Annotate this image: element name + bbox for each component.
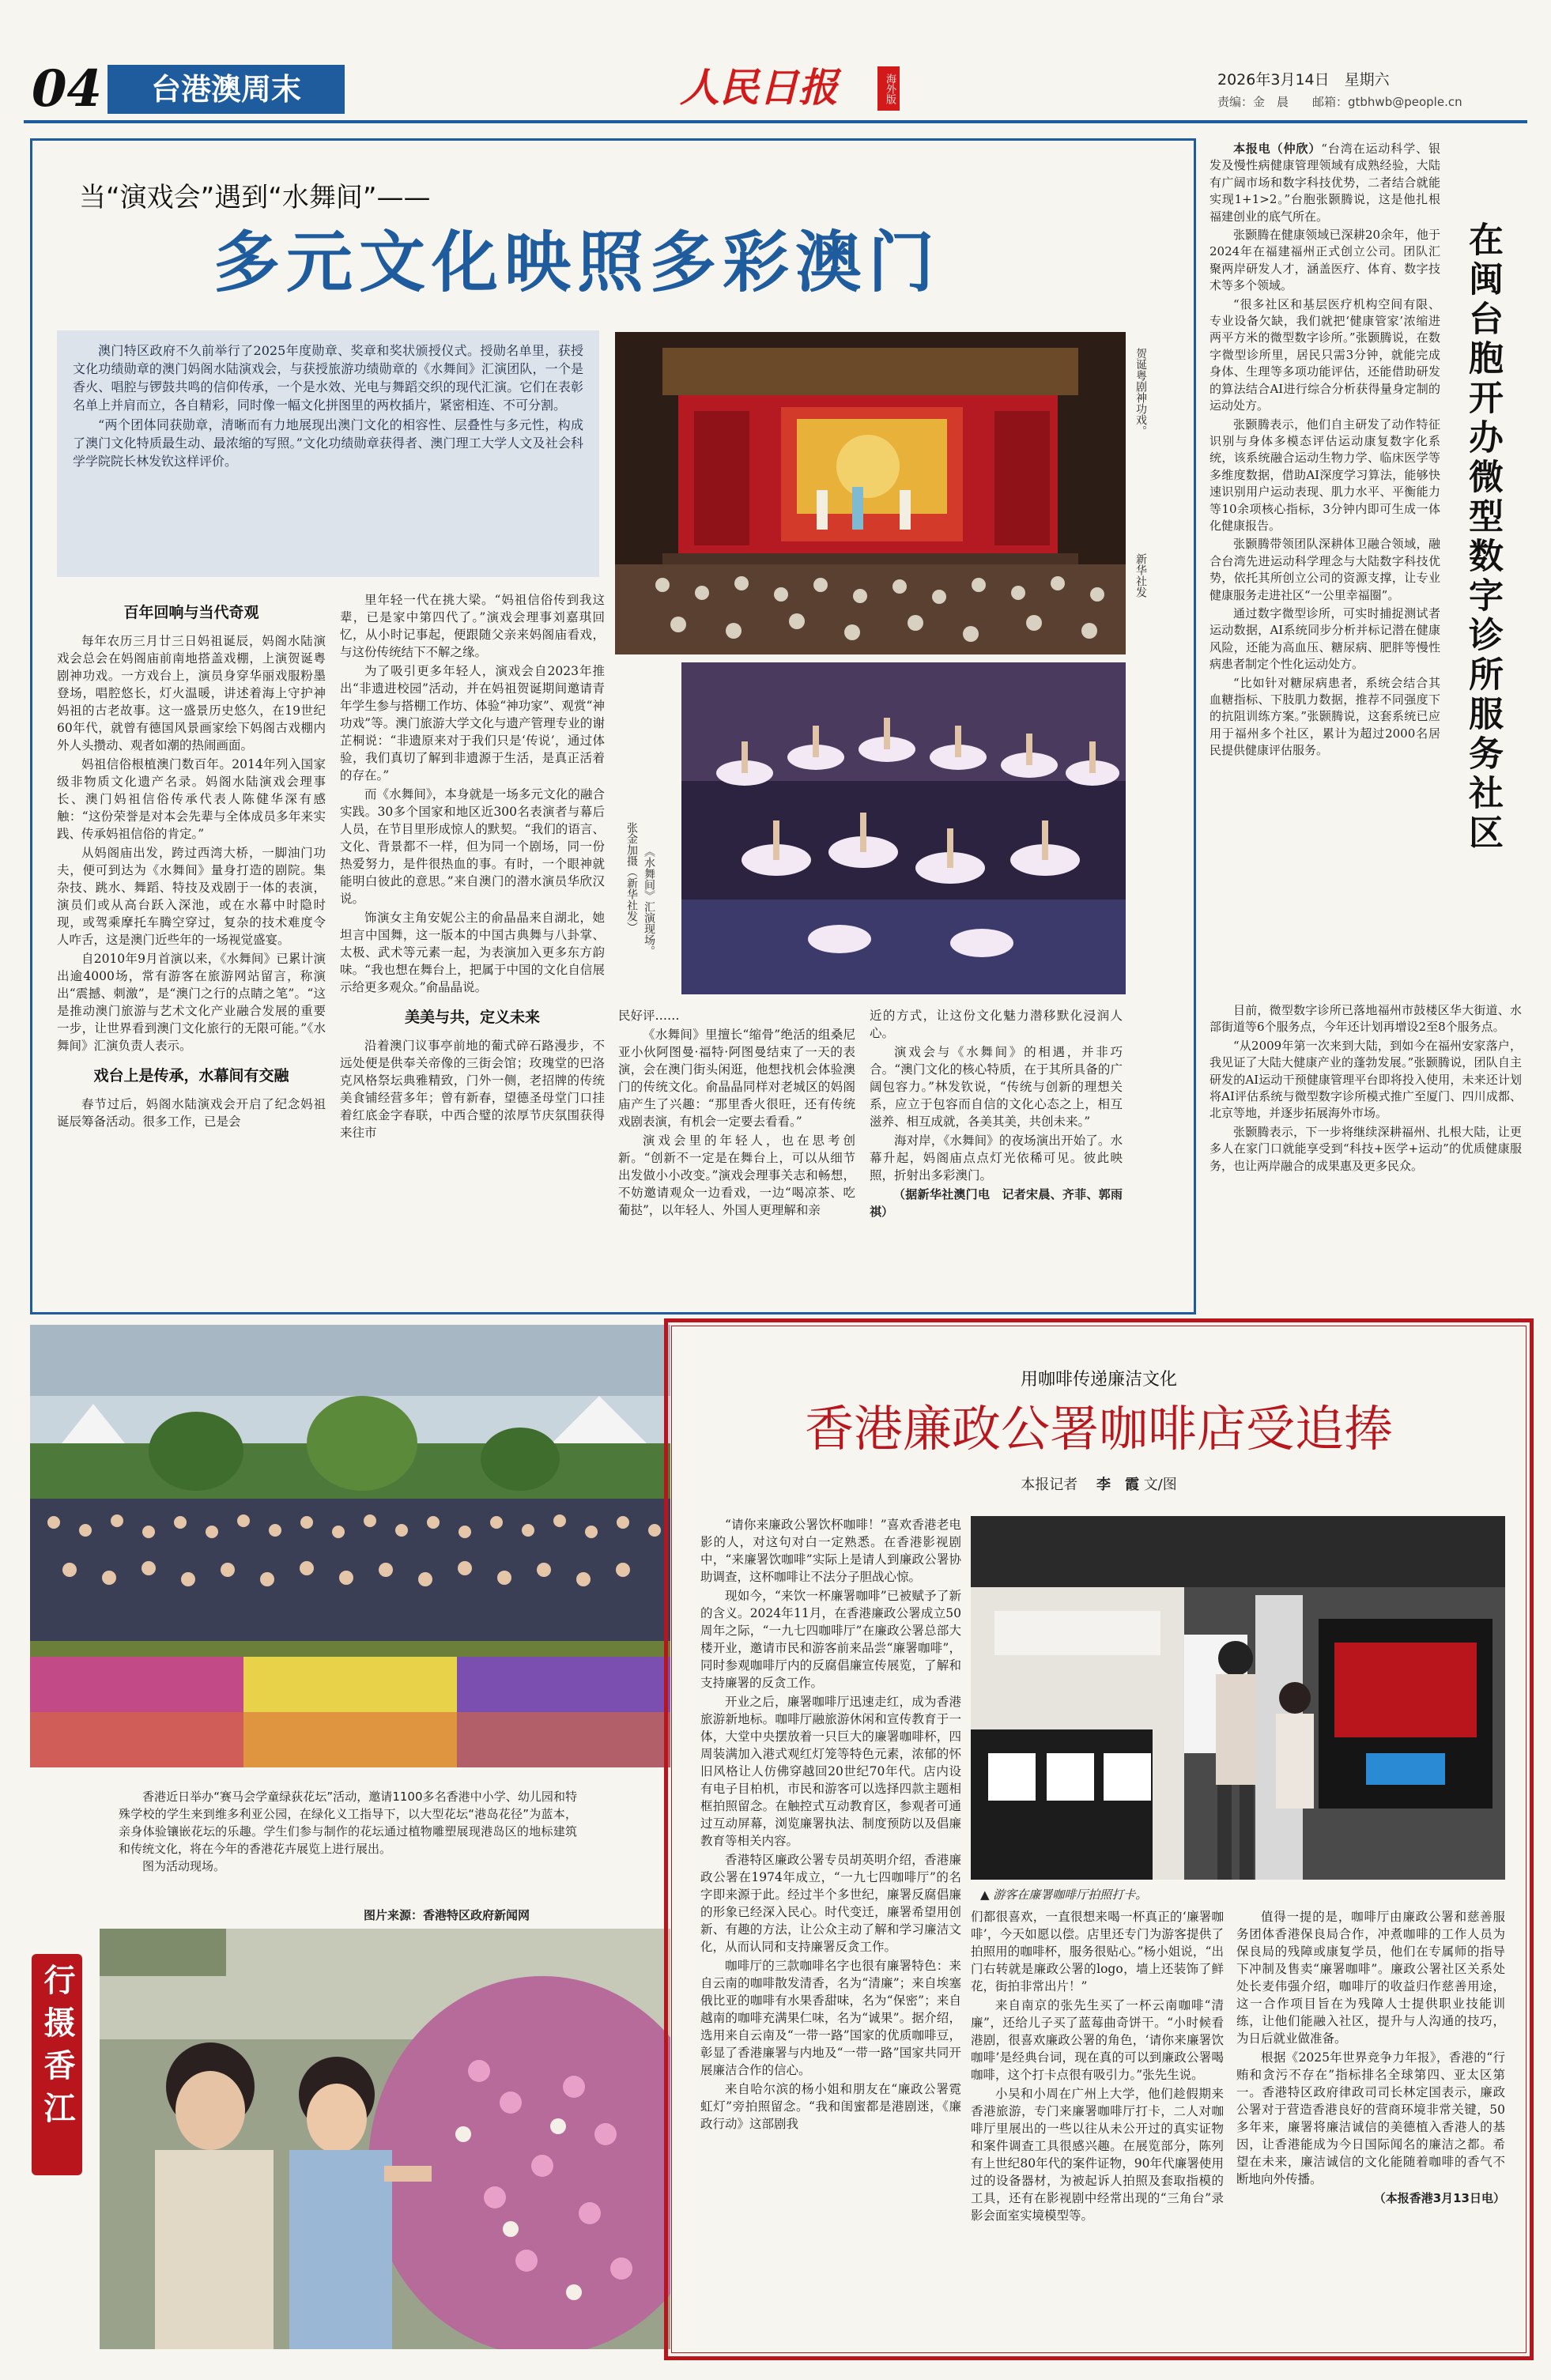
icac-byline [664, 1473, 1534, 1494]
macao-kicker: 当“演戏会”遇到“水舞间”—— [79, 182, 431, 213]
column-stamp [32, 1954, 82, 2175]
fujian-paragraph: 张颢腾表示，下一步将继续深耕福州、扎根大陆，让更多人在家门口就能享受到“科技+医学+运动”的优质健康服务，也让两岸融合的成果惠及更多民众。 [1209, 1124, 1522, 1173]
macao-paragraph: 妈祖信俗根植澳门数百年。2014年列入国家级非物质文化遗产名录。妈阁水陆演戏会理事长、澳门妈祖信俗传承代表人陈健华深有感触：“这份荣誉是对本会先辈与全体成员多年来实践、传承妈祖信俗的肯定。” [57, 757, 326, 841]
water-show-photo [681, 662, 1126, 994]
page-number: 04 [32, 59, 103, 119]
macao-paragraph: 里年轻一代在挑大梁。“妈祖信俗传到我这辈，已是家中第四代了。”演戏会理事刘嘉琪回忆，从小时记事起，便跟随父亲来妈阁庙看戏，与这份传统结下不解之缘。 [340, 593, 605, 659]
water-show-caption: 《水舞间》汇演现场。 [643, 846, 655, 956]
children-flower-photo [100, 1929, 670, 2349]
icac-byline-prefix: 本报记者 [1021, 1477, 1078, 1493]
opera-stage-photo [615, 332, 1126, 654]
icac-paragraph: 根据《2025年世界竞争力年报》，香港的“行贿和贪污不存在”指标排名全球第四、亚太区第一。香港特区政府律政司司长林定国表示，廉政公署对于营造香港良好的营商环境非常关键，50多年来，廉署将廉洁诚信的美德植入香港人的基因，让香港能成为今日国际闻名的廉洁之都。希望在未来，廉洁诚信的文化能随着咖啡的香气不断地向外传播。 [1236, 2050, 1505, 2186]
icac-column-3 [1236, 1908, 1505, 2208]
issue-date: 2026年3月14日 星期六 [1217, 71, 1390, 89]
section-title: 台港澳周末 [150, 72, 301, 107]
macao-paragraph: 从妈阁庙出发，跨过西湾大桥，一脚油门功夫，便可到达为《水舞间》量身打造的剧院。集杂技、跳水、舞蹈、特技及戏剧于一体的表演，演员们或从高台跃入深池，或在水幕中时隐时现，或驾乘摩托车腾空穿过，复杂的技术难度令人咋舌，这是澳门近些年的一场视觉盛宴。 [57, 846, 326, 947]
fujian-paragraph: 目前，微型数字诊所已落地福州市鼓楼区华大街道、水部街道等6个服务点，今年还计划再增设2至8个服务点。 [1209, 1003, 1522, 1035]
flower-photo-credit: 图片来源：香港特区政府新闻网 [364, 1908, 530, 1922]
fujian-paragraph: “从2009年第一次来到大陆，到如今在福州安家落户，我见证了大陆大健康产业的蓬勃发展。”张颢腾说，团队自主研发的AI运动干预健康管理平台即将投入使用，未来还计划将AI评估系统与微型数字诊所模式推广至厦门、四川成都、北京等地，并逐步拓展海外市场。 [1209, 1038, 1522, 1121]
macao-paragraph: 海对岸，《水舞间》的夜场演出开始了。水幕升起，妈阁庙点点灯光依稀可见。彼此映照，折射出多彩澳门。 [870, 1133, 1123, 1182]
icac-byline-suffix: 文/图 [1143, 1477, 1177, 1493]
column-stamp-text: 行摄香江 [39, 1963, 76, 2134]
macao-paragraph: 而《水舞间》，本身就是一场多元文化的融合实践。30多个国家和地区近300名表演者与幕后人员，在节目里形成惊人的默契。“我们的语言、文化、背景都不一样，但为同一个剧场，同一份热爱努力，是件很热血的事。有时，一个眼神就能明白彼此的意思。”来自澳门的潜水演员华欣汉说。 [340, 787, 605, 906]
macao-paragraph: 演戏会与《水舞间》的相遇，并非巧合。“澳门文化的核心特质，在于其所具备的广阔包容力。”林发钦说，“传统与创新的理想关系，应立于包容而自信的文化心态之上，相互滋养、相互成就，各美其美，共创未来。” [870, 1045, 1123, 1129]
macao-lead-paragraph: 澳门特区政府不久前举行了2025年度勋章、奖章和奖状颁授仪式。授勋名单里，获授文化功绩勋章的澳门妈阁水陆演戏会，与获授旅游功绩勋章的《水舞间》汇演团队，一个是香火、唱腔与锣鼓共鸣的信仰传承，一个是水效、光电与舞蹈交织的现代汇演。它们在表彰名单上并肩而立，各自精彩，同时像一幅文化拼图里的两枚插片，紧密相连、不可分割。 [73, 343, 583, 413]
fujian-lead-text: “台湾在运动科学、银发及慢性病健康管理领域有成熟经验，大陆有广阔市场和数字科技优势，二者结合就能实现1+1>2。”台胞张颢腾说，这是他扎根福建创业的底气所在。 [1209, 141, 1440, 224]
macao-paragraph: 近的方式，让这份文化魅力潜移默化浸润人心。 [870, 1009, 1123, 1040]
icac-column-2 [971, 1908, 1224, 2226]
opera-photo-credit: 新华社发 [1134, 553, 1147, 598]
macao-column-3 [618, 1007, 855, 1220]
page-header [0, 0, 1551, 126]
masthead-tag: 海外版 [877, 66, 900, 111]
icac-photo-caption: ▲ 游客在廉署咖啡厅拍照打卡。 [980, 1888, 1148, 1902]
flower-caption [119, 1788, 577, 1875]
fujian-column-bottom [1209, 1002, 1522, 1176]
icac-byline-name: 李 霞 [1096, 1477, 1139, 1493]
fujian-paragraph: 张颢腾表示，他们自主研发了动作特征识别与身体多模态评估运动康复数字化系统，该系统融合运动生物力学、临床医学等多维度数据，借助AI深度学习算法，能够快速识别用户运动表现、肌力水平、平衡能力等10余项核心指标，3分钟内即可生成一体化健康报告。 [1209, 417, 1440, 533]
macao-byline: （据新华社澳门电 记者宋晨、齐菲、郭雨祺） [870, 1187, 1123, 1219]
fujian-paragraph [1209, 141, 1440, 225]
macao-subhead-1: 百年回响与当代奇观 [123, 604, 259, 621]
macao-paragraph: 民好评…… [618, 1009, 680, 1023]
icac-coffee-photo [971, 1516, 1505, 1880]
opera-photo-caption [1134, 348, 1148, 506]
masthead: 人民日报 [680, 64, 838, 111]
macao-paragraph: 春节过后，妈阁水陆演戏会开启了纪念妈祖诞辰筹备活动。很多工作，已是会 [57, 1097, 326, 1129]
macao-lead-box [57, 330, 599, 577]
icac-dateline: （本报香港3月13日电） [1373, 2191, 1505, 2205]
icac-paragraph: 们都很喜欢，一直很想来喝一杯真正的‘廉署咖啡’，今天如愿以偿。店里还专门为游客提供了拍照用的咖啡杯，服务很贴心。”杨小姐说，“出门右转就是廉政公署的logo，墙上还装饰了鲜花，街拍非常出片！” [971, 1910, 1224, 1993]
opera-photo-caption-text: 贺诞粤剧神功戏。 [1134, 348, 1147, 436]
macao-lead-quote: “两个团体同获勋章，清晰而有力地展现出澳门文化的相容性、层叠性与多元性，构成了澳门文化特质最生动、最浓缩的写照。”文化功绩勋章获得者、澳门理工大学人文及社会科学学院院长林发钦这样评价。 [73, 417, 583, 469]
macao-paragraph: 《水舞间》里擅长“缩骨”绝活的组桑尼亚小伙阿图曼·福特·阿图曼结束了一天的表演，会在澳门街头闲逛，他想找机会体验澳门的传统文化。俞晶晶同样对老城区的妈阁庙产生了兴趣：“那里香火很旺，还有传统戏剧表演，有机会一定要去看看。” [618, 1028, 855, 1129]
macao-headline: 多元文化映照多彩澳门 [213, 223, 942, 301]
macao-paragraph: 为了吸引更多年轻人，演戏会自2023年推出“非遗进校园”活动，并在妈祖贺诞期间邀请青年学生参与搭棚工作坊、体验“神功家”、观赏“神功戏”等。澳门旅游大学文化与遗产管理专业的谢芷桐说：“非遗原来对于我们只是‘传说’，通过体验，我们真切了解到非遗源于生活，是真正活着的存在。” [340, 664, 605, 783]
editor-info: 责编：金 晨 邮箱：gtbhwb@people.cn [1217, 95, 1462, 109]
fujian-column [1209, 141, 1440, 761]
flower-caption-note: 图为活动现场。 [142, 1859, 226, 1873]
icac-paragraph: 小吴和小周在广州上大学，他们趁假期来香港旅游，专门来廉署咖啡厅打卡，二人对咖啡厅里展出的一些以往从未公开过的真实证物和案件调查工具很感兴趣。在展览部分，陈列有上世纪80年代的案件证物，90年代廉署使用过的设备器材，为被起诉人拍照及套取指模的工具，还有在影视剧中经常出现的“三角台”录影会面室实境模型等。 [971, 2087, 1224, 2223]
fujian-paragraph: “很多社区和基层医疗机构空间有限、专业设备欠缺，我们就把‘健康管家’浓缩进两平方米的微型数字诊所。”张颢腾说，在数字微型诊所里，居民只需3分钟，就能完成身体、生理等多项功能评估，还能借助研发的算法结合AI进行综合分析获得量身定制的运动处方。 [1209, 296, 1440, 413]
macao-paragraph: 自2010年9月首演以来，《水舞间》已累计演出逾4000场，常有游客在旅游网站留言，称演出“震撼、刺激”，是“澳门之行的点睛之笔”。“这是推动澳门旅游与艺术文化产业融合发展的重要一步，让世界看到澳门文化旅行的无限可能。”《水舞间》汇演负责人表示。 [57, 952, 326, 1053]
icac-paragraph: 香港特区廉政公署专员胡英明介绍，香港廉政公署在1974年成立，“一九七四咖啡厅”的名字即来源于此。经过半个多世纪，廉署反腐倡廉的形象已经深入民心。时代变迁，廉署希望用创新、有趣的方法，让公众主动了解和学习廉洁文化，从而认同和支持廉署反贪工作。 [700, 1853, 961, 1954]
fujian-paragraph: 张颢腾在健康领域已深耕20余年，他于2024年在福建福州正式创立公司。团队汇聚两岸研发人才，涵盖医疗、体育、数字技术等多个领域。 [1209, 228, 1440, 293]
icac-paragraph: 来自哈尔滨的杨小姐和朋友在“廉政公署霓虹灯”旁拍照留念。“我和闺蜜都是港剧迷，《廉政行动》这部剧我 [700, 2082, 961, 2131]
macao-column-4 [870, 1007, 1123, 1222]
flower-event-photo [30, 1325, 670, 1767]
macao-paragraph: 沿着澳门议事亭前地的葡式碎石路漫步，不远处便是供奉关帝像的三街会馆；玫瑰堂的巴洛克风格祭坛典雅精致，门外一侧，老招牌的传统美食铺经营多年；曾有新春，望德圣母堂门口挂着红底金字春联，中西合璧的浓厚节庆氛围获得来往市 [340, 1039, 605, 1140]
fujian-paragraph: “比如针对糖尿病患者，系统会结合其血糖指标、下肢肌力数据，推荐不同强度下的抗阻训练方案。”张颢腾说，这套系统已应用于福州多个社区，累计为超过2000名居民提供健康评估服务。 [1209, 675, 1440, 758]
header-rule [24, 120, 1527, 123]
macao-paragraph: 每年农历三月廿三日妈祖诞辰，妈阁水陆演戏会总会在妈阁庙前南地搭盖戏棚，上演贺诞粤剧神功戏。一方戏台上，演员身穿华丽戏服粉墨登场，唱腔悠长，灯火温暖，讲述着海上守护神妈祖的古老故事。这一盛景历史悠久，在19世纪60年代，就曾有德国风景画家绘下妈阁古戏棚内外人头攒动、观者如潮的热闹画面。 [57, 634, 326, 752]
icac-kicker: 用咖啡传递廉洁文化 [1020, 1370, 1177, 1390]
fujian-paragraph: 张颢腾带领团队深耕体卫融合领域，融合台湾先进运动科学理念与大陆数字科技优势，依托其所创立公司的资源支撑，让专业健康服务走进社区“一公里幸福圈”。 [1209, 537, 1440, 602]
macao-column-1 [57, 591, 326, 1132]
icac-paragraph: 开业之后，廉署咖啡厅迅速走红，成为香港旅游新地标。咖啡厅融旅游休闲和宣传教育于一体，大堂中央摆放着一只巨大的廉署咖啡杯，四周装满加入港式观红灯笼等特色元素，浓郁的怀旧风格让人仿佛穿越回20世纪70年代。店内设有电子目柏机，市民和游客可以选择四款主题相框拍照留念。在触控式互动教育区，参观者可通过互动屏幕，浏览廉署执法、制度预防以及倡廉教育等相关内容。 [700, 1695, 961, 1848]
fujian-paragraph: 通过数字微型诊所，可实时捕捉测试者运动数据，AI系统同步分析并标记潜在健康风险，还能为高血压、糖尿病、肥胖等慢性病患者制定个性化运动处方。 [1209, 605, 1440, 672]
icac-column-1 [700, 1516, 961, 2134]
macao-paragraph: 演戏会里的年轻人，也在思考创新。“创新不一定是在舞台上，可以从细节出发做小小改变。”演戏会理事关志和畅想，不妨邀请观众一边看戏，一边“喝凉茶、吃葡挞”，以年轻人、外国人更理解和亲 [618, 1133, 855, 1217]
macao-column-2 [340, 591, 605, 1143]
flower-caption-text: 香港近日举办“赛马会学童绿荻花坛”活动，邀请1100多名香港中小学、幼儿园和特殊学校的学生来到维多利亚公园，在绿化义工指导下，以大型花坛“港岛花径”为蓝本，亲身体验镶嵌花坛的乐趣。学生们参与制作的花坛通过植物雕塑展现港岛区的地标建筑和传统文化，将在今年的香港花卉展览上进行展出。 [119, 1790, 577, 1856]
macao-subhead-2: 戏台上是传承，水幕间有交融 [93, 1067, 289, 1084]
fujian-dateline: 本报电（仲欣） [1233, 141, 1322, 156]
water-show-credit: 张金加摄（新华社发） [625, 822, 638, 933]
icac-paragraph: 来自南京的张先生买了一杯云南咖啡“清廉”，还给儿子买了蓝莓曲奇饼干。“小时候看港剧，很喜欢廉政公署的角色，‘请你来廉署饮咖啡’是经典台词，现在真的可以到廉政公署喝咖啡，这个打卡点很有吸引力。”张先生说。 [971, 1998, 1224, 2082]
icac-paragraph: “请你来廉政公署饮杯咖啡！”喜欢香港老电影的人，对这句对白一定熟悉。在香港影视剧中，“来廉署饮咖啡”实际上是请人到廉政公署协助调查，这杯咖啡让不法分子胆战心惊。 [700, 1518, 961, 1584]
icac-paragraph: 值得一提的是，咖啡厅由廉政公署和慈善服务团体香港保良局合作，冲煮咖啡的工作人员为保良局的残障或康复学员，他们在专属师的指导下冲制及售卖“廉署咖啡”。廉政公署社区关系处处长麦伟强介绍，咖啡厅的收益归作慈善用途，这一合作项目旨在为残障人士提供职业技能训练，让他们能融入社区，提升与人沟通的技巧，为日后就业做准备。 [1236, 1910, 1505, 2046]
macao-paragraph: 饰演女主角安妮公主的俞晶晶来自湖北，她坦言中国舞，这一版本的中国古典舞与八卦掌、太极、武术等元素一起，为表演加入更多东方韵味。“我也想在舞台上，把属于中国的文化自信展示给更多观众。”俞晶晶说。 [340, 911, 605, 994]
fujian-headline: 在闽台胞开办微型数字诊所服务社区 [1462, 221, 1503, 854]
icac-paragraph: 咖啡厅的三款咖啡名字也很有廉署特色：来自云南的咖啡散发清香，名为“清廉”；来自埃塞俄比亚的咖啡有水果香甜味，名为“保密”；来自越南的咖啡充满果仁味，名为“诚果”。据介绍，选用来自云南及“一带一路”国家的优质咖啡豆，彰显了香港廉署与内地及“一带一路”国家共同开展廉洁合作的信心。 [700, 1959, 961, 2077]
icac-headline: 香港廉政公署咖啡店受追捧 [804, 1400, 1393, 1458]
macao-subhead-3: 美美与共，定义未来 [404, 1009, 540, 1026]
icac-paragraph: 现如今，“来饮一杯廉署咖啡”已被赋予了新的含义。2024年11月，在香港廉政公署成立50周年之际，“一九七四咖啡厅”在廉政公署总部大楼开业，邀请市民和游客前来品尝“廉署咖啡”，同时参观咖啡厅内的反腐倡廉宣传展览，了解和支持廉署的反贪工作。 [700, 1589, 961, 1690]
